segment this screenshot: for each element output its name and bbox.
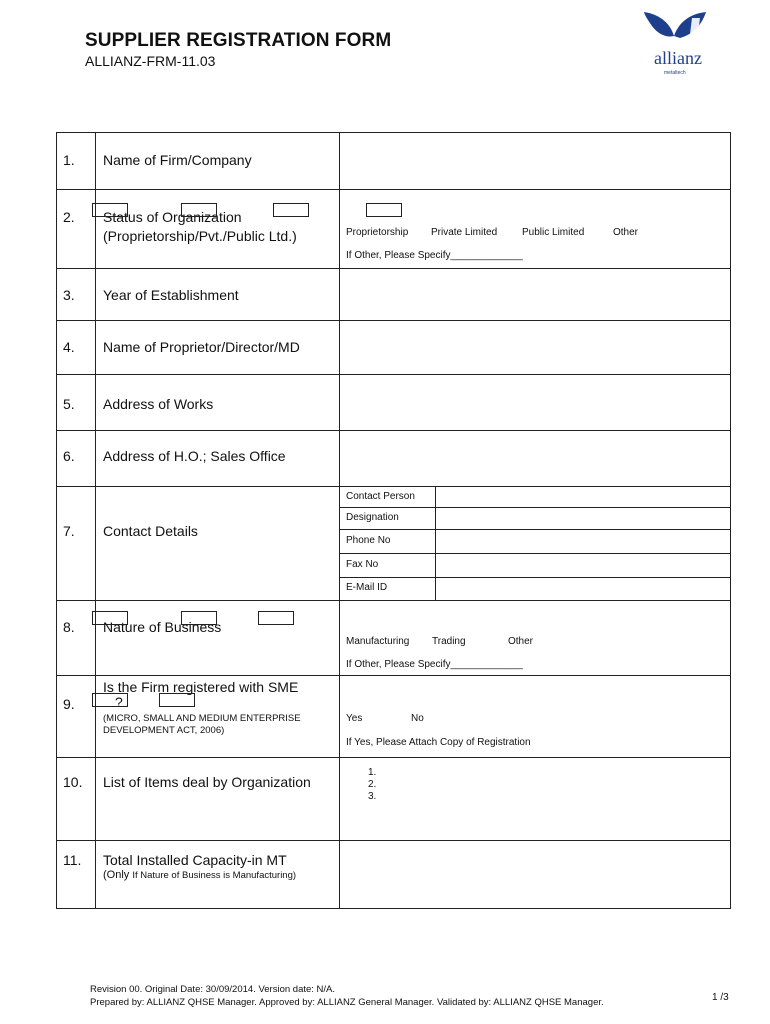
sme-attach-note: If Yes, Please Attach Copy of Registration xyxy=(346,737,531,748)
row-label-status: Status of Organization xyxy=(103,209,242,225)
row-label-capacity: Total Installed Capacity-in MT xyxy=(103,852,287,868)
checkbox-public-limited[interactable] xyxy=(273,203,309,217)
checkbox-proprietorship[interactable] xyxy=(92,203,128,217)
row-number: 10. xyxy=(63,774,83,790)
checkbox-trading[interactable] xyxy=(181,611,217,625)
row-number: 1. xyxy=(63,152,75,168)
sme-act-note: (MICRO, SMALL AND MEDIUM ENTERPRISE DEVELOPMENT ACT, 2006) xyxy=(103,713,301,736)
option-no: No xyxy=(411,713,424,724)
nature-other-note: If Other, Please Specify_____________ xyxy=(346,659,523,670)
option-manufacturing: Manufacturing xyxy=(346,636,410,647)
row-label-ho-address: Address of H.O.; Sales Office xyxy=(103,448,286,464)
option-yes: Yes xyxy=(346,713,363,724)
item-line-3: 3. xyxy=(368,791,377,802)
capacity-note xyxy=(103,869,296,881)
row-label-works-address: Address of Works xyxy=(103,396,214,412)
row-label-sme-q: ? xyxy=(115,694,123,710)
checkbox-yes[interactable] xyxy=(92,693,128,707)
field-email: E-Mail ID xyxy=(346,582,388,593)
row-number: 11. xyxy=(63,852,82,868)
footer-revision: Revision 00. Original Date: 30/09/2014. Version date: N/A. xyxy=(90,984,336,995)
logo-tagline: metaltech xyxy=(664,70,686,76)
checkbox-other[interactable] xyxy=(366,203,402,217)
logo-text: allianz xyxy=(654,48,702,68)
option-nature-other: Other xyxy=(508,636,534,647)
form-code: ALLIANZ-FRM-11.03 xyxy=(85,53,216,69)
capacity-note-b: If Nature of Business is Manufacturing) xyxy=(132,870,297,881)
field-designation: Designation xyxy=(346,512,399,523)
option-public-limited: Public Limited xyxy=(522,227,585,238)
row-label-contact: Contact Details xyxy=(103,523,198,539)
allianz-logo xyxy=(640,8,712,76)
row-label-proprietor: Name of Proprietor/Director/MD xyxy=(103,339,300,355)
field-fax: Fax No xyxy=(346,559,379,570)
page-number: 1 /3 xyxy=(712,992,729,1003)
row-label-nature: Nature of Business xyxy=(103,619,222,635)
row-label-sme: Is the Firm registered with SME xyxy=(103,679,299,695)
row-number: 8. xyxy=(63,619,75,635)
checkbox-no[interactable] xyxy=(159,693,195,707)
row-label-items: List of Items deal by Organization xyxy=(103,774,311,790)
field-contact-person: Contact Person xyxy=(346,491,415,502)
row-label-firm-name: Name of Firm/Company xyxy=(103,152,252,168)
row-number: 7. xyxy=(63,523,75,539)
form-title: SUPPLIER REGISTRATION FORM xyxy=(85,30,392,51)
item-line-2: 2. xyxy=(368,779,377,790)
field-phone: Phone No xyxy=(346,535,391,546)
option-other: Other xyxy=(613,227,639,238)
checkbox-nature-other[interactable] xyxy=(258,611,294,625)
option-proprietorship: Proprietorship xyxy=(346,227,409,238)
item-line-1: 1. xyxy=(368,767,377,778)
row-number: 9. xyxy=(63,696,75,712)
footer-approvals: Prepared by: ALLIANZ QHSE Manager. Approved by: ALLIANZ General Manager. Validated by: ALLIANZ QHSE Manager. xyxy=(90,997,604,1008)
row-number: 4. xyxy=(63,339,75,355)
row-sublabel-status: (Proprietorship/Pvt./Public Ltd.) xyxy=(103,228,297,244)
option-private-limited: Private Limited xyxy=(431,227,498,238)
capacity-note-a: (Only xyxy=(103,869,130,881)
row-number: 2. xyxy=(63,209,75,225)
checkbox-private-limited[interactable] xyxy=(181,203,217,217)
row-number: 5. xyxy=(63,396,75,412)
option-trading: Trading xyxy=(432,636,466,647)
row-label-year: Year of Establishment xyxy=(103,287,239,303)
other-specify-note: If Other, Please Specify_____________ xyxy=(346,250,523,261)
checkbox-manufacturing[interactable] xyxy=(92,611,128,625)
row-number: 3. xyxy=(63,287,75,303)
row-number: 6. xyxy=(63,448,75,464)
